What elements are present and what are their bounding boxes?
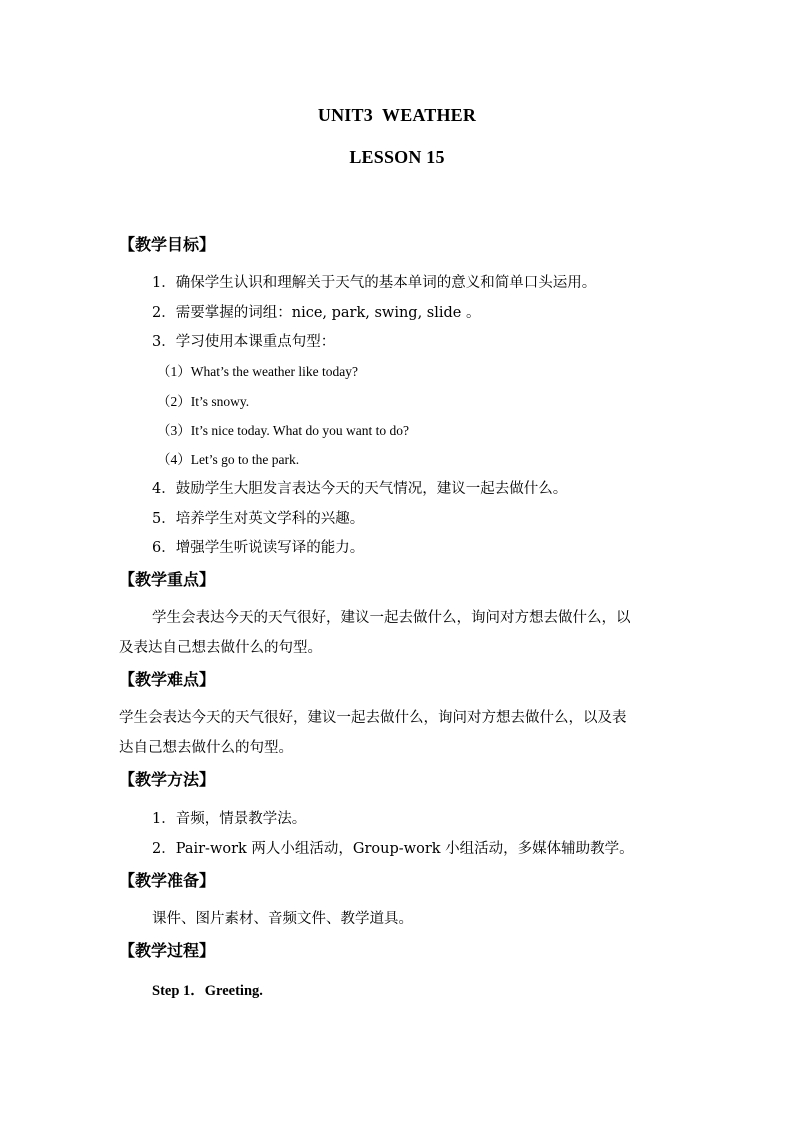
preparation-heading: 【教学准备】 xyxy=(119,871,216,890)
objective-item-2: 2．需要掌握的词组：nice, park, swing, slide 。 xyxy=(152,305,481,321)
pattern-item-4: （4）Let’s go to the park. xyxy=(157,452,300,467)
pattern-item-1: （1）What’s the weather like today? xyxy=(157,364,358,379)
objective-item-3: 3．学习使用本课重点句型： xyxy=(152,334,336,350)
method-item-2: 2．Pair-work 两人小组活动，Group-work 小组活动，多媒体辅助教学。 xyxy=(152,841,634,857)
unit-title: UNIT3 WEATHER xyxy=(317,105,477,125)
difficulties-heading: 【教学难点】 xyxy=(119,670,216,689)
key-points-line-2: 及表达自己想去做什么的句型。 xyxy=(119,640,322,656)
pattern-item-3: （3）It’s nice today. What do you want to do? xyxy=(157,423,409,438)
objective-item-5: 5．培养学生对英文学科的兴趣。 xyxy=(152,511,365,527)
difficulties-line-2: 达自己想去做什么的句型。 xyxy=(119,740,293,756)
pattern-item-2: （2）It’s snowy. xyxy=(157,394,250,409)
method-item-1: 1．音频，情景教学法。 xyxy=(152,811,307,827)
preparation-text: 课件、图片素材、音频文件、教学道具。 xyxy=(152,911,413,927)
key-points-heading: 【教学重点】 xyxy=(119,570,216,589)
objective-item-1: 1．确保学生认识和理解关于天气的基本单词的意义和简单口头运用。 xyxy=(152,275,597,291)
key-points-line-1: 学生会表达今天的天气很好，建议一起去做什么，询问对方想去做什么，以 xyxy=(152,610,631,626)
lesson-title: LESSON 15 xyxy=(349,147,445,167)
methods-heading: 【教学方法】 xyxy=(119,770,216,789)
objectives-heading: 【教学目标】 xyxy=(119,235,216,254)
objective-item-6: 6．增强学生听说读写译的能力。 xyxy=(152,540,365,556)
process-heading: 【教学过程】 xyxy=(119,941,216,960)
step-1-heading: Step 1．Greeting. xyxy=(152,983,263,999)
difficulties-line-1: 学生会表达今天的天气很好，建议一起去做什么，询问对方想去做什么，以及表 xyxy=(119,710,627,726)
objective-item-4: 4．鼓励学生大胆发言表达今天的天气情况，建议一起去做什么。 xyxy=(152,481,568,497)
